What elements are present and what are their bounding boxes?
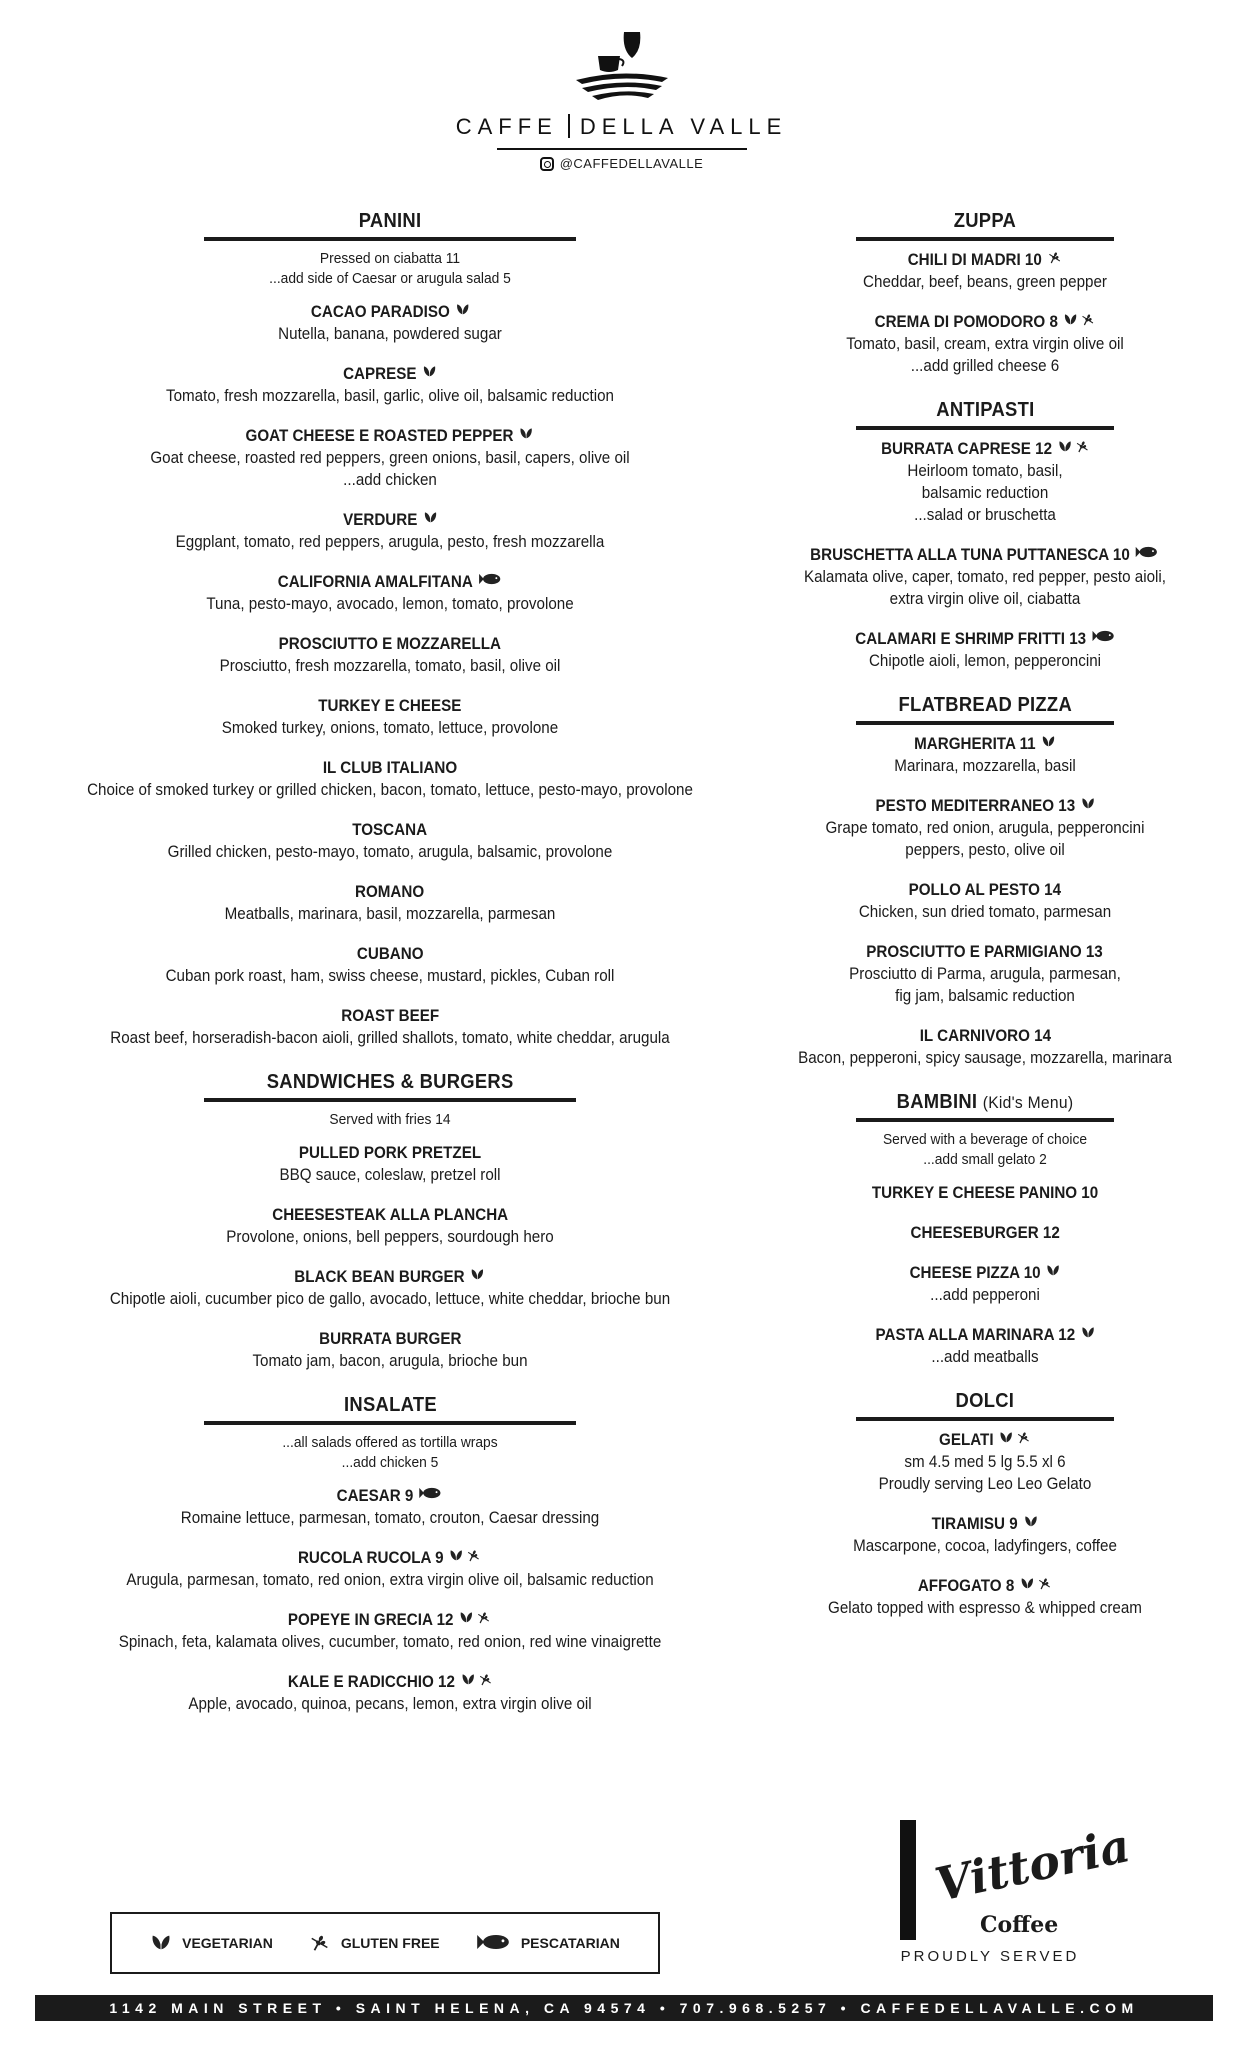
menu-item-description: Tomato, fresh mozzarella, basil, garlic, olive oil, balsamic reduction [165,387,614,405]
menu-item-name-row [343,509,437,531]
section-rule [856,1118,1114,1122]
menu-item [760,1429,1210,1495]
menu-item-description: Kalamata olive, caper, tomato, red pepper, pesto aioli, [803,568,1167,586]
menu-item-name: CREMA DI POMODORO 8 [874,313,1058,331]
section-note: ...add small gelato 2 [923,1151,1047,1168]
legend-pescatarian-label: PESCATARIAN [520,1935,620,1951]
menu-item-name: KALE E RADICCHIO 12 [287,1673,455,1691]
menu-item [30,301,750,345]
menu-item-description: peppers, pesto, olive oil [905,841,1065,859]
brand-divider [568,114,570,138]
section-antipasti [760,399,1210,672]
menu-item-name: MARGHERITA 11 [914,735,1036,753]
menu-item-description: ...add chicken [343,471,437,489]
menu-item-name-row [874,311,1095,333]
menu-item [30,1204,750,1248]
menu-item [30,1609,750,1653]
menu-item-name: VERDURE [342,511,417,529]
section-rule [204,1421,576,1425]
menu-item [30,881,750,925]
menu-item-description: Apple, avocado, quinoa, pecans, lemon, extra virgin olive oil [188,1695,592,1713]
menu-item-name: GELATI [938,1431,994,1449]
pescatarian-icon [476,1931,511,1956]
menu-item-description: Nutella, banana, powdered sugar [278,325,502,343]
section-title-text: ANTIPASTI [935,399,1035,421]
section-title [897,1091,1074,1114]
menu-item [760,249,1210,293]
menu-item [760,1575,1210,1619]
brand-name-left: CAFFE [455,114,558,139]
section-rule [856,426,1114,430]
brand-name-right: DELLA VALLE [579,114,788,139]
vegetarian-icon [999,1429,1014,1451]
section-dolci [760,1390,1210,1619]
menu-item-name: GOAT CHEESE E ROASTED PEPPER [245,427,514,445]
menu-item [760,311,1210,377]
menu-item-description: BBQ sauce, coleslaw, pretzel roll [279,1166,501,1184]
vittoria-tagline: PROUDLY SERVED [900,1948,1080,1965]
menu-item-description: Spinach, feta, kalamata olives, cucumber, tomato, red onion, red wine vinaigrette [118,1633,662,1651]
section-insalate [30,1394,750,1715]
diet-icons [1057,438,1089,460]
menu-item-description: Arugula, parmesan, tomato, red onion, extra virgin olive oil, balsamic reduction [126,1571,654,1589]
diet-icons [1047,249,1062,271]
menu-item-description: Chicken, sun dried tomato, parmesan [858,903,1112,921]
section-sandwiches-burgers [30,1071,750,1372]
legend-vegetarian-label: VEGETARIAN [182,1935,273,1951]
menu-item-name-row [337,1485,443,1507]
diet-icons [519,425,534,447]
menu-item [760,1262,1210,1306]
menu-item-name-row [867,941,1103,963]
gluten-free-icon [309,1931,331,1956]
menu-item-name: TIRAMISU 9 [931,1515,1018,1533]
menu-item [30,509,750,553]
section-rule [856,1417,1114,1421]
section-note: ...all salads offered as tortilla wraps [282,1434,498,1451]
pescatarian-icon [479,571,503,593]
menu-item [760,1025,1210,1069]
menu-item [760,544,1210,610]
diet-icons [1023,1513,1038,1535]
menu-item-description: Prosciutto di Parma, arugula, parmesan, [849,965,1121,983]
menu-item [30,1485,750,1529]
menu-item [760,941,1210,1007]
menu-item-description: Tomato jam, bacon, arugula, brioche bun [252,1352,528,1370]
menu-item [30,363,750,407]
section-rule [204,237,576,241]
menu-item-name: TURKEY E CHEESE [318,697,462,715]
menu-item-description: Cuban pork roast, ham, swiss cheese, mustard, pickles, Cuban roll [165,967,615,985]
menu-item-description: Proudly serving Leo Leo Gelato [878,1475,1092,1493]
menu-item-description: sm 4.5 med 5 lg 5.5 xl 6 [904,1453,1066,1471]
menu-item-name-row [295,1266,486,1288]
section-zuppa [760,210,1210,377]
section-note: ...add side of Caesar or arugula salad 5 [269,270,511,287]
vegetarian-icon [1041,733,1056,755]
gluten-free-icon [477,1609,492,1631]
legend-vegetarian [150,1931,273,1956]
menu-item-name-row [310,301,469,323]
section-title-text: DOLCI [955,1390,1015,1412]
diet-icons [1091,628,1115,650]
menu-item-name-row [343,363,437,385]
diet-icons [422,363,437,385]
menu-item-name: TOSCANA [352,821,428,839]
menu-item-description: Meatballs, marinara, basil, mozzarella, parmesan [224,905,556,923]
menu-item-name: CAPRESE [343,365,417,383]
section-title-text: FLATBREAD PIZZA [898,694,1072,716]
menu-item-description: Roast beef, horseradish-bacon aioli, grilled shallots, tomato, white cheddar, arugula [110,1029,670,1047]
menu-item [30,757,750,801]
section-title [956,1390,1015,1413]
menu-item-name-row [872,1182,1098,1204]
diet-icons [1080,795,1095,817]
menu-item-description: extra virgin olive oil, ciabatta [889,590,1081,608]
footer-bar [35,1995,1213,2021]
menu-item-name: IL CARNIVORO 14 [919,1027,1051,1045]
gluten-free-icon [1047,249,1062,271]
menu-item-description: Tomato, basil, cream, extra virgin olive oil [846,335,1124,353]
diet-icons [999,1429,1031,1451]
section-title [936,399,1034,422]
menu-item-name-row [875,1324,1095,1346]
section-title-text: BAMBINI [896,1091,978,1113]
section-title [359,210,422,233]
menu-item-name-row [288,1609,491,1631]
section-note: ...add chicken 5 [341,1454,439,1471]
menu-item-name: AFFOGATO 8 [917,1577,1015,1595]
menu-header [0,28,1243,176]
menu-item [760,1182,1210,1204]
section-title-sub: (Kid's Menu) [982,1093,1074,1112]
vegetarian-icon [150,1931,172,1956]
section-title [267,1071,514,1094]
menu-item-name-row [918,1575,1052,1597]
diet-icons [423,509,438,531]
vegetarian-icon [519,425,534,447]
section-note: Served with a beverage of choice [882,1131,1088,1148]
menu-item-name: PULLED PORK PRETZEL [298,1144,482,1162]
gluten-free-icon [1037,1575,1052,1597]
menu-item [760,628,1210,672]
menu-item-description: Smoked turkey, onions, tomato, lettuce, provolone [221,719,559,737]
gluten-free-icon [1075,438,1090,460]
menu-item-name: BURRATA CAPRESE 12 [880,440,1052,458]
menu-item-description: ...add pepperoni [930,1286,1040,1304]
menu-item-name-row [355,881,424,903]
section-note: Pressed on ciabatta 11 [319,250,461,267]
vegetarian-icon [1063,311,1078,333]
brand-name [0,114,1243,140]
vegetarian-icon [471,1266,486,1288]
menu-item-name: CHEESESTEAK ALLA PLANCHA [272,1206,508,1224]
menu-item [760,1513,1210,1557]
menu-item [30,1328,750,1372]
vegetarian-icon [449,1547,464,1569]
menu-item-description: Prosciutto, fresh mozzarella, tomato, basil, olive oil [219,657,561,675]
menu-item [760,733,1210,777]
menu-item-name-row [357,943,424,965]
menu-item-name: RUCOLA RUCOLA 9 [298,1549,444,1567]
section-title [898,694,1071,717]
menu-item-name: PESTO MEDITERRANEO 13 [875,797,1075,815]
menu-item-name-row [910,1222,1059,1244]
menu-item-name: IL CLUB ITALIANO [322,759,458,777]
menu-item-name-row [909,879,1061,901]
section-title-text: INSALATE [343,1394,437,1416]
instagram-handle [540,156,704,171]
pescatarian-icon [1091,628,1115,650]
menu-item-name: POLLO AL PESTO 14 [908,881,1062,899]
menu-item-name-row [811,544,1160,566]
pescatarian-icon [1136,544,1160,566]
diet-icons [479,571,503,593]
menu-item-name-row [288,1671,493,1693]
menu-item-name-row [299,1142,481,1164]
menu-item-name-row [318,695,461,717]
diet-icons [1020,1575,1052,1597]
menu-item-name-row [881,438,1090,460]
vittoria-coffee: Coffee [980,1912,1059,1938]
section-panini [30,210,750,1049]
menu-item-description: Cheddar, beef, beans, green pepper [863,273,1107,291]
header-rule [497,148,747,150]
menu-item-description: Choice of smoked turkey or grilled chicken, bacon, tomato, lettuce, pesto-mayo, provolone [87,781,693,799]
menu-item-description: Grape tomato, red onion, arugula, pepperoncini [825,819,1145,837]
menu-item [30,1142,750,1186]
menu-item-description: Grilled chicken, pesto-mayo, tomato, arugula, balsamic, provolone [167,843,613,861]
menu-item [760,438,1210,526]
diet-icons [1136,544,1160,566]
menu-item [30,943,750,987]
diet-icons [419,1485,443,1507]
instagram-icon [540,157,554,171]
menu-item-description: fig jam, balsamic reduction [895,987,1075,1005]
diet-icons [459,1609,491,1631]
menu-item-name-row [272,1204,508,1226]
vittoria-bar [900,1820,916,1940]
menu-item [30,695,750,739]
instagram-text: @CAFFEDELLAVALLE [559,156,704,171]
menu-item [30,425,750,491]
section-rule [204,1098,576,1102]
menu-item-name: BLACK BEAN BURGER [294,1268,466,1286]
menu-item-name-row [939,1429,1031,1451]
menu-item-name: CACAO PARADISO [310,303,450,321]
vegetarian-icon [455,301,470,323]
menu-item [30,571,750,615]
menu-item-description: Provolone, onions, bell peppers, sourdough hero [226,1228,554,1246]
menu-item-name-row [319,1328,461,1350]
menu-item [30,1266,750,1310]
vegetarian-icon [1057,438,1072,460]
menu-item-name-row [919,1025,1050,1047]
diet-icons [1063,311,1095,333]
menu-item-description: Chipotle aioli, cucumber pico de gallo, avocado, lettuce, white cheddar, brioche bun [109,1290,671,1308]
vegetarian-icon [422,363,437,385]
menu-item-description: ...add grilled cheese 6 [910,357,1060,375]
vegetarian-icon [460,1671,475,1693]
menu-item [760,1222,1210,1244]
menu-item-name: PASTA ALLA MARINARA 12 [875,1326,1075,1344]
vegetarian-icon [423,509,438,531]
section-note: Served with fries 14 [329,1111,451,1128]
diet-icons [1041,733,1056,755]
legend-gluten-free [309,1931,440,1956]
section-title [954,210,1016,233]
menu-item-name-row [353,819,428,841]
menu-item-description: Tuna, pesto-mayo, avocado, lemon, tomato, provolone [206,595,574,613]
gluten-free-icon [467,1547,482,1569]
left-column [30,210,750,1737]
legend-pescatarian [476,1931,620,1956]
section-title-text: ZUPPA [953,210,1017,232]
menu-item-name: BURRATA BURGER [318,1330,462,1348]
menu-item-description: balsamic reduction [921,484,1049,502]
menu-item-name: PROSCIUTTO E MOZZARELLA [278,635,502,653]
menu-item-name-row [279,633,501,655]
gluten-free-icon [478,1671,493,1693]
menu-item-name-row [855,628,1115,650]
menu-item-name: ROAST BEEF [341,1007,439,1025]
section-bambini [760,1091,1210,1368]
menu-item [760,1324,1210,1368]
menu-item-name: CHILI DI MADRI 10 [907,251,1042,269]
menu-item-name: POPEYE IN GRECIA 12 [288,1611,454,1629]
menu-item-description: Eggplant, tomato, red peppers, arugula, pesto, fresh mozzarella [175,533,605,551]
section-flatbread-pizza [760,694,1210,1069]
diet-icons [1046,1262,1061,1284]
menu-item-name-row [246,425,534,447]
diet-icons [455,301,470,323]
menu-item-name-row [909,1262,1060,1284]
menu-item-name: CUBANO [356,945,424,963]
menu-item [30,633,750,677]
pescatarian-icon [419,1485,443,1507]
vegetarian-icon [1080,1324,1095,1346]
section-rule [856,721,1114,725]
menu-item-name: CALAMARI E SHRIMP FRITTI 13 [855,630,1086,648]
vegetarian-icon [459,1609,474,1631]
menu-item-description: Heirloom tomato, basil, [907,462,1063,480]
menu-item-description: Goat cheese, roasted red peppers, green onions, basil, capers, olive oil [150,449,630,467]
menu-item-name-row [341,1005,439,1027]
menu-item [30,1005,750,1049]
menu-item-name: CALIFORNIA AMALFITANA [277,573,474,591]
menu-item-name-row [875,795,1095,817]
menu-item-name: PROSCIUTTO E PARMIGIANO 13 [866,943,1104,961]
diet-legend [110,1912,660,1974]
vittoria-coffee-logo [900,1818,1135,1970]
diet-icons [449,1547,481,1569]
vittoria-name: Vittoria [930,1818,1135,1912]
vegetarian-icon [1023,1513,1038,1535]
menu-item-name-row [298,1547,481,1569]
gluten-free-icon [1081,311,1096,333]
vegetarian-icon [1020,1575,1035,1597]
section-rule [856,237,1114,241]
menu-item [30,1547,750,1591]
menu-item [30,819,750,863]
gluten-free-icon [1016,1429,1031,1451]
section-title-text: SANDWICHES & BURGERS [266,1071,514,1093]
menu-item-name-row [932,1513,1038,1535]
menu-item-name: BRUSCHETTA ALLA TUNA PUTTANESCA 10 [810,546,1131,564]
menu-item-name: CHEESE PIZZA 10 [909,1264,1041,1282]
menu-item-name-row [914,733,1056,755]
section-title-text: PANINI [358,210,422,232]
menu-item-description: ...add meatballs [931,1348,1039,1366]
menu-item-name: TURKEY E CHEESE PANINO 10 [871,1184,1099,1202]
menu-item-description: Bacon, pepperoni, spicy sausage, mozzarella, marinara [798,1049,1172,1067]
diet-icons [471,1266,486,1288]
menu-item-name: CHEESEBURGER 12 [910,1224,1060,1242]
menu-item-name-row [908,249,1062,271]
footer-contact: 1142 MAIN STREET • SAINT HELENA, CA 94574 • 707.968.5257 • CAFFEDELLAVALLE.COM [109,2000,1139,2016]
vegetarian-icon [1046,1262,1061,1284]
legend-gluten-free-label: GLUTEN FREE [340,1935,440,1951]
menu-item-name-row [323,757,457,779]
menu-item-description: Marinara, mozzarella, basil [894,757,1076,775]
menu-item-name-row [278,571,502,593]
menu-item [760,795,1210,861]
menu-item [760,879,1210,923]
menu-item-name: CAESAR 9 [337,1487,414,1505]
menu-item-description: Gelato topped with espresso & whipped cream [828,1599,1142,1617]
vegetarian-icon [1080,795,1095,817]
diet-icons [460,1671,492,1693]
section-title [344,1394,437,1417]
menu-item-name: ROMANO [355,883,425,901]
menu-item [30,1671,750,1715]
cafe-logo-icon [562,28,682,108]
diet-icons [1080,1324,1095,1346]
right-column [760,210,1210,1641]
menu-item-description: ...salad or bruschetta [914,506,1056,524]
menu-item-description: Romaine lettuce, parmesan, tomato, crouton, Caesar dressing [180,1509,600,1527]
menu-item-description: Chipotle aioli, lemon, pepperoncini [868,652,1102,670]
menu-item-description: Mascarpone, cocoa, ladyfingers, coffee [853,1537,1117,1555]
